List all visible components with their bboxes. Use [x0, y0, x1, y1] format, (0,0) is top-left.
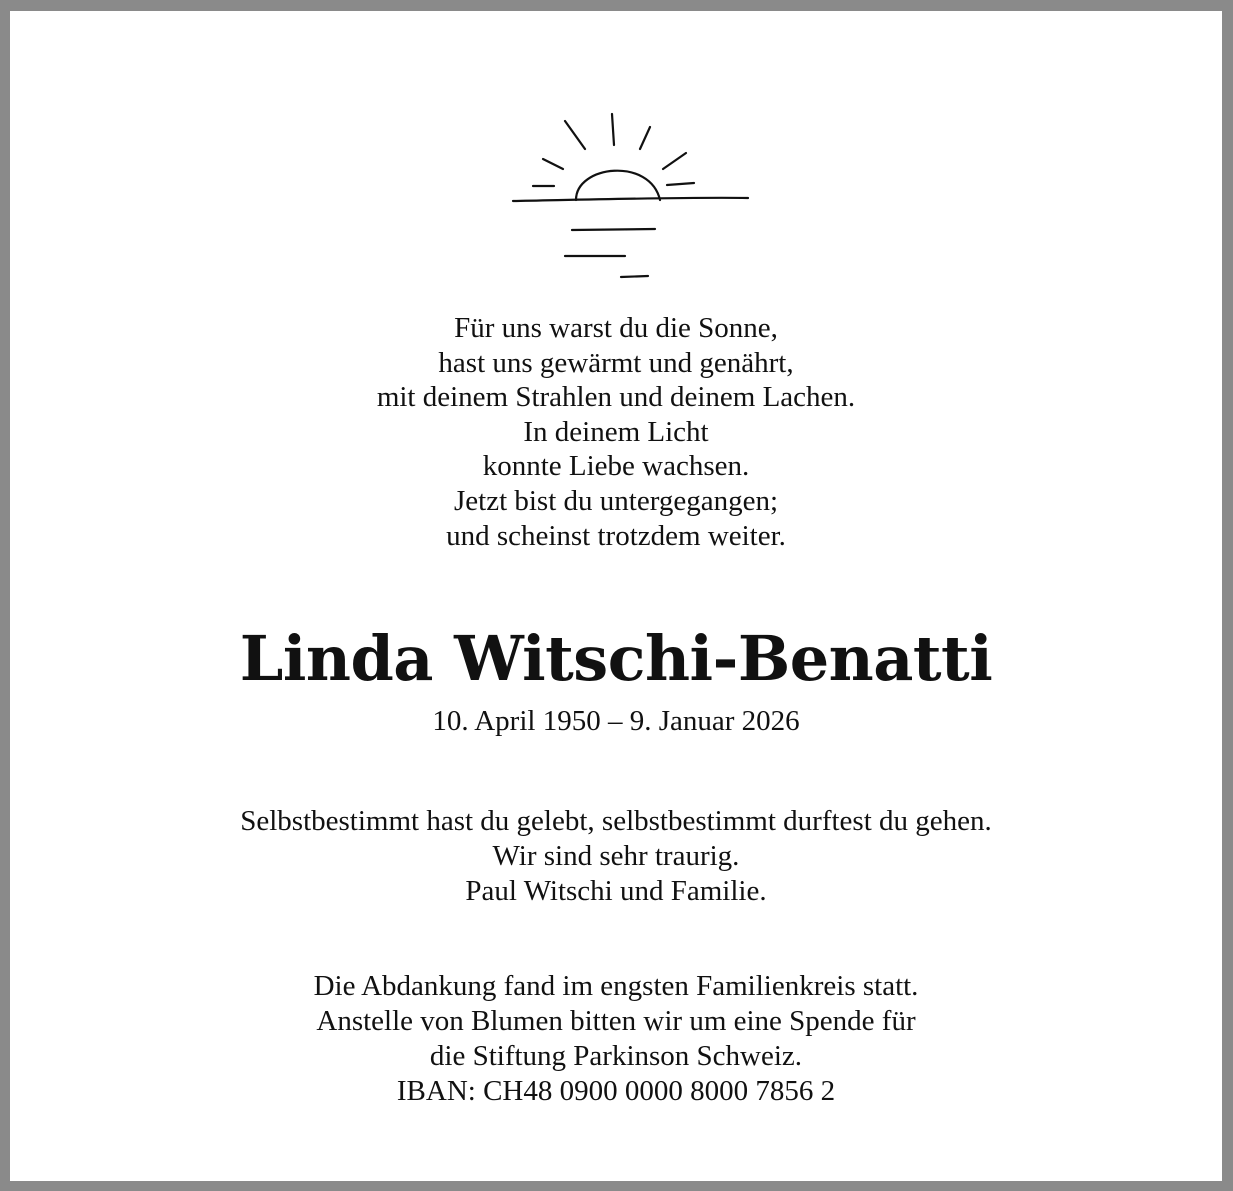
info-line: Die Abdankung fand im engsten Familienkreis statt. [313, 970, 919, 1002]
verse-line: hast uns gewärmt und genährt, [438, 346, 794, 379]
info-line: Anstelle von Blumen bitten wir um eine Spende für [316, 1005, 916, 1037]
ceremony-donation-info [10, 969, 1222, 1109]
family-message [10, 804, 1222, 909]
setting-sun-icon [500, 99, 760, 289]
verse-line: Für uns warst du die Sonne, [454, 312, 778, 344]
verse-line: In deinem Licht [523, 415, 709, 448]
info-line: die Stiftung Parkinson Schweiz. [429, 1040, 803, 1072]
message-line: Paul Witschi und Familie. [465, 875, 767, 907]
message-line: Wir sind sehr traurig. [492, 840, 740, 872]
life-dates: 10. April 1950 – 9. Januar 2026 [432, 705, 800, 737]
verse-line: und scheinst trotzdem weiter. [446, 519, 786, 552]
obituary-card [10, 11, 1222, 1181]
deceased-name: Linda Witschi-Benatti [239, 622, 993, 695]
verse-line: mit deinem Strahlen und deinem Lachen. [376, 381, 856, 414]
memorial-verse [10, 311, 1222, 553]
iban-line: IBAN: CH48 0900 0000 8000 7856 2 [396, 1075, 836, 1107]
message-line: Selbstbestimmt hast du gelebt, selbstbestimmt durftest du gehen. [240, 805, 992, 837]
verse-line: konnte Liebe wachsen. [482, 450, 750, 483]
verse-line: Jetzt bist du untergegangen; [453, 484, 779, 517]
